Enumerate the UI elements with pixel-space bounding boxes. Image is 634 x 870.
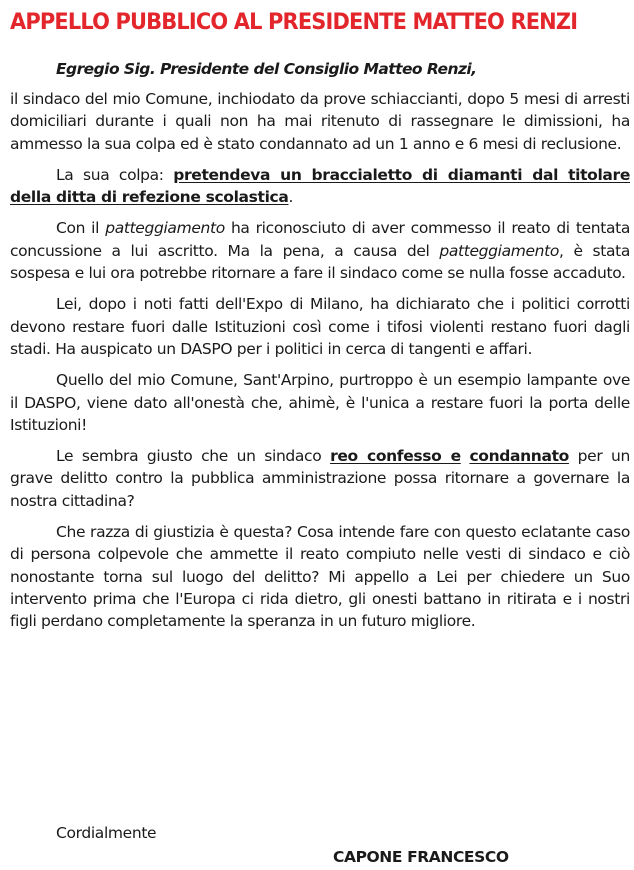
paragraph-3-italic-1: patteggiamento: [105, 219, 225, 238]
paragraph-2: [10, 164, 630, 209]
paragraph-6-part-a: Le sembra giusto che un sindaco: [56, 447, 331, 466]
paragraph-5: Quello del mio Comune, Sant'Arpino, purtroppo è un esempio lampante ove il DASPO, viene dato all'onestà che, ahimè, è l'unica a restare fuori la porta delle Istituzioni!: [10, 371, 630, 434]
closing: Cordialmente: [56, 824, 157, 842]
paragraph-7: Che razza di giustizia è questa? Cosa intende fare con questo eclatante caso di persona colpevole che ammette il reato compiuto nelle vesti di sindaco e ciò nonostante torna sul luogo del delitto? Mi appello a Lei per chiedere un Suo intervento prima che l'Europa ci rida dietro, gli onesti battano in ritirata e i nostri figli perdano completamente la speranza in un futuro migliore.: [10, 523, 630, 631]
paragraph-4: Lei, dopo i noti fatti dell'Expo di Milano, ha dichiarato che i politici corrotti devono restare fuori dalle Istituzioni così come i tifosi violenti restano fuori dagli stadi. Ha auspicato un DASPO per i politici in cerca di tangenti e affari.: [10, 295, 630, 358]
paragraph-6: [10, 445, 630, 512]
paragraph-3-part-b: ha riconosciuto di aver commesso il reato di tentata concussione a lui ascritto. Ma la pena, a causa del: [10, 219, 631, 260]
paragraph-3-part-a: Con il: [56, 219, 106, 238]
paragraph-1: il sindaco del mio Comune, inchiodato da prove schiaccianti, dopo 5 mesi di arresti domiciliari durante i quali non ha mai ritenuto di rassegnare le dimissioni, ha ammesso la sua colpa ed è stato condannato ad un 1 anno e 6 mesi di reclusione.: [10, 90, 630, 153]
paragraph-2-emphasis: pretendeva un braccialetto di diamanti dal titolare della ditta di refezione scolastica: [10, 165, 630, 207]
salutation: Egregio Sig. Presidente del Consiglio Matteo Renzi,: [56, 60, 477, 78]
paragraph-3-part-c: , è stata sospesa e lui ora potrebbe ritornare a fare il sindaco come se nulla fosse accaduto.: [10, 241, 630, 283]
paragraph-3-italic-2: patteggiamento: [439, 241, 560, 260]
paragraph-3: [10, 217, 630, 284]
signature: CAPONE FRANCESCO: [333, 848, 509, 866]
paragraph-6-part-c: per un grave delitto contro la pubblica amministrazione possa ritornare a governare la nostra cittadina?: [10, 447, 630, 510]
paragraph-2-lead: La sua colpa:: [56, 165, 174, 184]
letter-body: [10, 88, 630, 642]
paragraph-6-emphasis-1: reo confesso e: [330, 447, 461, 466]
paragraph-6-emphasis-2: condannato: [469, 447, 569, 466]
letter-title: APPELLO PUBBLICO AL PRESIDENTE MATTEO RENZI: [10, 9, 578, 35]
paragraph-2-end: .: [288, 188, 294, 207]
